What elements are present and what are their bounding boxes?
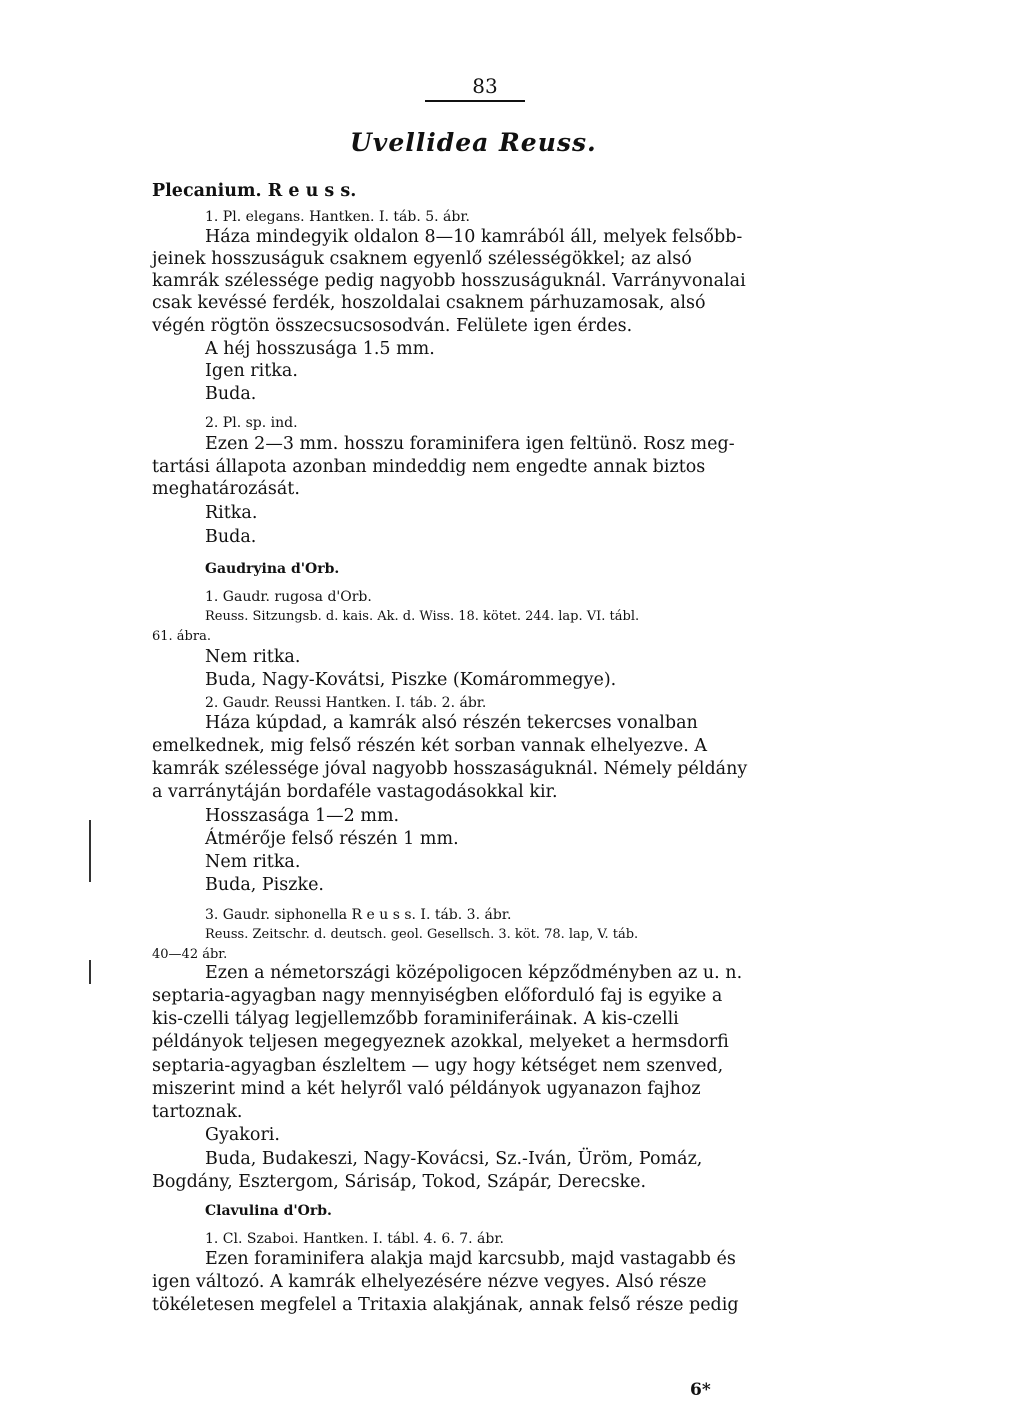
text-line: Buda.: [205, 384, 257, 404]
text-line: septaria-agyagban nagy mennyiségben előforduló faj is egyike a: [152, 986, 723, 1006]
text-line: Buda, Piszke.: [205, 875, 324, 895]
species-heading: 3. Gaudr. siphonella R e u s s. I. táb. 3. ábr.: [205, 907, 512, 923]
section-title: Uvellidea Reuss.: [350, 128, 597, 157]
text-line: Nem ritka.: [205, 647, 301, 667]
species-heading: 1. Pl. elegans. Hantken. I. táb. 5. ábr.: [205, 209, 470, 225]
text-line: igen változó. A kamrák elhelyezésére nézve vegyes. Alsó része: [152, 1272, 707, 1292]
text-line: Háza kúpdad, a kamrák alsó részén tekercses vonalban: [205, 713, 698, 733]
reference-line: 40—42 ábr.: [152, 947, 228, 962]
text-line: jeinek hosszuságuk csaknem egyenlő szélességökkel; az alsó: [152, 249, 692, 269]
reference-line: Reuss. Zeitschr. d. deutsch. geol. Gesellsch. 3. köt. 78. lap, V. táb.: [205, 927, 639, 942]
species-heading: 2. Gaudr. Reussi Hantken. I. táb. 2. ábr.: [205, 695, 487, 711]
species-heading: 1. Cl. Szaboi. Hantken. I. tábl. 4. 6. 7. ábr.: [205, 1231, 504, 1247]
text-line: emelkednek, mig felső részén két sorban vannak elhelyezve. A: [152, 736, 708, 756]
text-line: végén rögtön összecsucsosodván. Felülete igen érdes.: [152, 316, 633, 336]
page-number: 83: [472, 74, 498, 98]
text-line: meghatározását.: [152, 479, 300, 499]
species-heading: 2. Pl. sp. ind.: [205, 415, 298, 431]
text-line: Hosszasága 1—2 mm.: [205, 806, 400, 826]
text-line: Bogdány, Esztergom, Sárisáp, Tokod, Szápár, Derecske.: [152, 1172, 647, 1192]
text-line: miszerint mind a két helyről való példányok ugyanazon fajhoz: [152, 1079, 701, 1099]
text-line: csak kevéssé ferdék, hoszoldalai csaknem párhuzamosak, alsó: [152, 293, 706, 313]
genus-heading: Plecanium. R e u s s.: [152, 181, 357, 201]
text-line: kis-czelli tályag legjellemzőbb foraminiferáinak. A kis-czelli: [152, 1009, 679, 1029]
margin-mark: [89, 960, 91, 984]
text-line: Ezen a németországi középoligocen képződményben az u. n.: [205, 963, 743, 983]
text-line: Nem ritka.: [205, 852, 301, 872]
text-line: A héj hosszusága 1.5 mm.: [205, 339, 435, 359]
species-heading: 1. Gaudr. rugosa d'Orb.: [205, 589, 372, 605]
text-line: a varránytáján bordaféle vastagodásokkal kir.: [152, 782, 558, 802]
reference-line: 61. ábra.: [152, 629, 211, 644]
text-line: tartási állapota azonban mindeddig nem engedte annak biztos: [152, 457, 706, 477]
text-line: Átmérője felső részén 1 mm.: [205, 829, 459, 849]
reference-line: Reuss. Sitzungsb. d. kais. Ak. d. Wiss. 18. kötet. 244. lap. VI. tábl.: [205, 609, 640, 624]
text-line: Buda, Budakeszi, Nagy-Kovácsi, Sz.-Iván, Üröm, Pomáz,: [205, 1149, 703, 1169]
text-line: Gyakori.: [205, 1125, 280, 1145]
text-line: tartoznak.: [152, 1102, 243, 1122]
text-line: Ezen 2—3 mm. hosszu foraminifera igen feltünö. Rosz meg-: [205, 434, 735, 454]
margin-mark: [89, 820, 91, 882]
text-line: septaria-agyagban észleltem — ugy hogy kétséget nem szenved,: [152, 1056, 724, 1076]
signature-mark: 6*: [690, 1380, 711, 1400]
header-rule: [425, 100, 525, 102]
text-line: Ritka.: [205, 503, 258, 523]
genus-heading: Clavulina d'Orb.: [205, 1203, 332, 1219]
text-line: tökéletesen megfelel a Tritaxia alakjának, annak felső része pedig: [152, 1295, 739, 1315]
genus-heading: Gaudryina d'Orb.: [205, 561, 340, 577]
text-line: kamrák szélessége pedig nagyobb hosszuságuknál. Varrányvonalai: [152, 271, 746, 291]
text-line: Buda.: [205, 527, 257, 547]
text-line: Háza mindegyik oldalon 8—10 kamrából áll, melyek felsőbb-: [205, 227, 743, 247]
text-line: kamrák szélessége jóval nagyobb hosszaságuknál. Némely példány: [152, 759, 748, 779]
text-line: Buda, Nagy-Kovátsi, Piszke (Komárommegye).: [205, 670, 617, 690]
text-line: Igen ritka.: [205, 361, 298, 381]
text-line: Ezen foraminifera alakja majd karcsubb, majd vastagabb és: [205, 1249, 736, 1269]
text-line: példányok teljesen megegyeznek azokkal, melyeket a hermsdorfi: [152, 1032, 729, 1052]
